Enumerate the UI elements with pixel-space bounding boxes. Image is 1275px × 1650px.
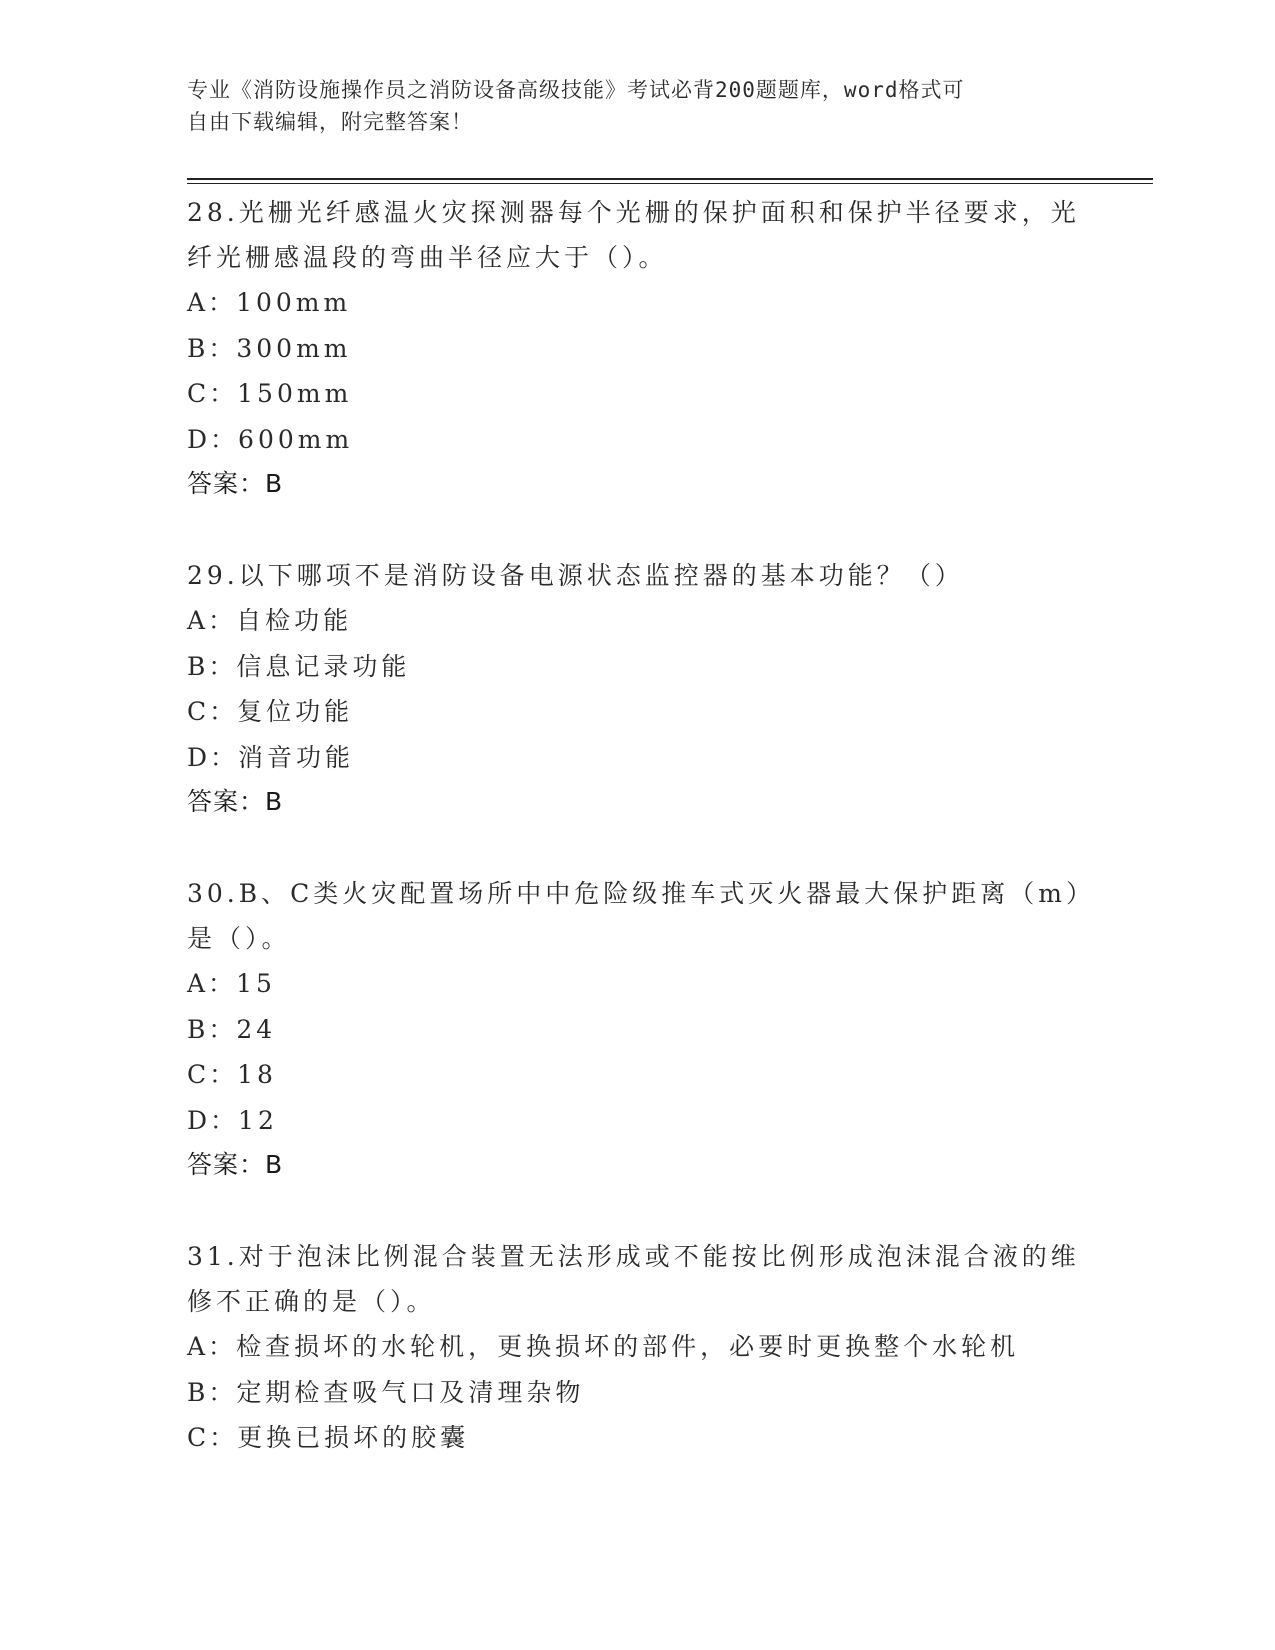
- option-text: 12: [238, 1105, 278, 1135]
- question-stem-line: 31.对于泡沫比例混合装置无法形成或不能按比例形成泡沫混合液的维: [187, 1242, 1080, 1271]
- option-text: 自检功能: [236, 606, 353, 635]
- question-stem-line: 29.以下哪项不是消防设备电源状态监控器的基本功能？（）: [187, 561, 964, 590]
- option-b: [187, 1007, 1087, 1053]
- option-b: [187, 1370, 1087, 1416]
- question-29: [187, 553, 1087, 824]
- header-rule-bottom: [187, 183, 1153, 184]
- option-text: 15: [236, 969, 276, 998]
- option-key: B：: [187, 651, 237, 681]
- option-key: C：: [187, 379, 238, 408]
- option-a: [187, 598, 1087, 644]
- option-key: A：: [187, 288, 237, 317]
- option-text: 复位功能: [237, 697, 354, 726]
- question-stem-line: 纤光栅感温段的弯曲半径应大于（）。: [187, 243, 668, 272]
- option-text: 更换已损坏的胶囊: [237, 1423, 470, 1452]
- option-text: 定期检查吸气口及清理杂物: [236, 1377, 585, 1407]
- option-key: C：: [187, 1060, 238, 1089]
- option-text: 检查损坏的水轮机，更换损坏的部件，必要时更换整个水轮机: [236, 1332, 1020, 1361]
- option-key: A：: [187, 606, 237, 635]
- option-key: B：: [187, 333, 237, 363]
- option-key: B：: [187, 1014, 237, 1044]
- option-c: [187, 1415, 1087, 1461]
- option-key: D：: [187, 424, 239, 454]
- question-list: [187, 190, 1095, 1461]
- option-text: 600mm: [238, 424, 354, 454]
- option-key: A：: [187, 969, 237, 998]
- question-28: [187, 190, 1087, 506]
- question-stem-line: 是（）。: [187, 924, 291, 953]
- option-b: [187, 326, 1087, 372]
- document-header: [187, 74, 1067, 138]
- header-line-1: 专业《消防设施操作员之消防设备高级技能》考试必背200题题库，word格式可: [187, 78, 965, 102]
- option-a: [187, 1324, 1087, 1370]
- question-31: [187, 1234, 1087, 1461]
- option-c: [187, 689, 1087, 735]
- option-a: [187, 961, 1087, 1007]
- question-stem-line: 28.光栅光纤感温火灾探测器每个光栅的保护面积和保护半径要求，光: [187, 198, 1080, 227]
- option-key: D：: [187, 742, 239, 772]
- option-d: [187, 417, 1087, 463]
- header-line-2: 自由下载编辑，附完整答案！: [187, 110, 473, 134]
- option-text: 18: [237, 1060, 277, 1089]
- question-gap: [187, 824, 1087, 871]
- option-c: [187, 371, 1087, 417]
- question-30: [187, 871, 1095, 1187]
- option-text: 100mm: [236, 288, 352, 317]
- question-stem-line: 修不正确的是（）。: [187, 1287, 436, 1316]
- answer-line: 答案：B: [187, 787, 284, 816]
- option-d: [187, 1098, 1087, 1144]
- header-rule-top: [187, 178, 1153, 180]
- option-text: 24: [236, 1014, 277, 1044]
- option-text: 150mm: [237, 379, 353, 408]
- option-text: 300mm: [236, 333, 352, 363]
- option-key: B：: [187, 1377, 237, 1407]
- option-c: [187, 1052, 1087, 1098]
- option-key: D：: [187, 1105, 239, 1135]
- option-text: 消音功能: [238, 742, 355, 772]
- answer-line: 答案：B: [187, 469, 284, 498]
- option-d: [187, 735, 1087, 781]
- option-key: A：: [187, 1332, 237, 1361]
- question-gap: [187, 1187, 1087, 1234]
- question-gap: [187, 506, 1087, 553]
- option-b: [187, 644, 1087, 690]
- answer-line: 答案：B: [187, 1150, 284, 1179]
- question-stem-line: 30.B、C类火灾配置场所中中危险级推车式灭火器最大保护距离（m）: [187, 879, 1095, 908]
- option-a: [187, 280, 1087, 326]
- option-key: C：: [187, 697, 238, 726]
- option-text: 信息记录功能: [236, 651, 411, 681]
- option-key: C：: [187, 1423, 238, 1452]
